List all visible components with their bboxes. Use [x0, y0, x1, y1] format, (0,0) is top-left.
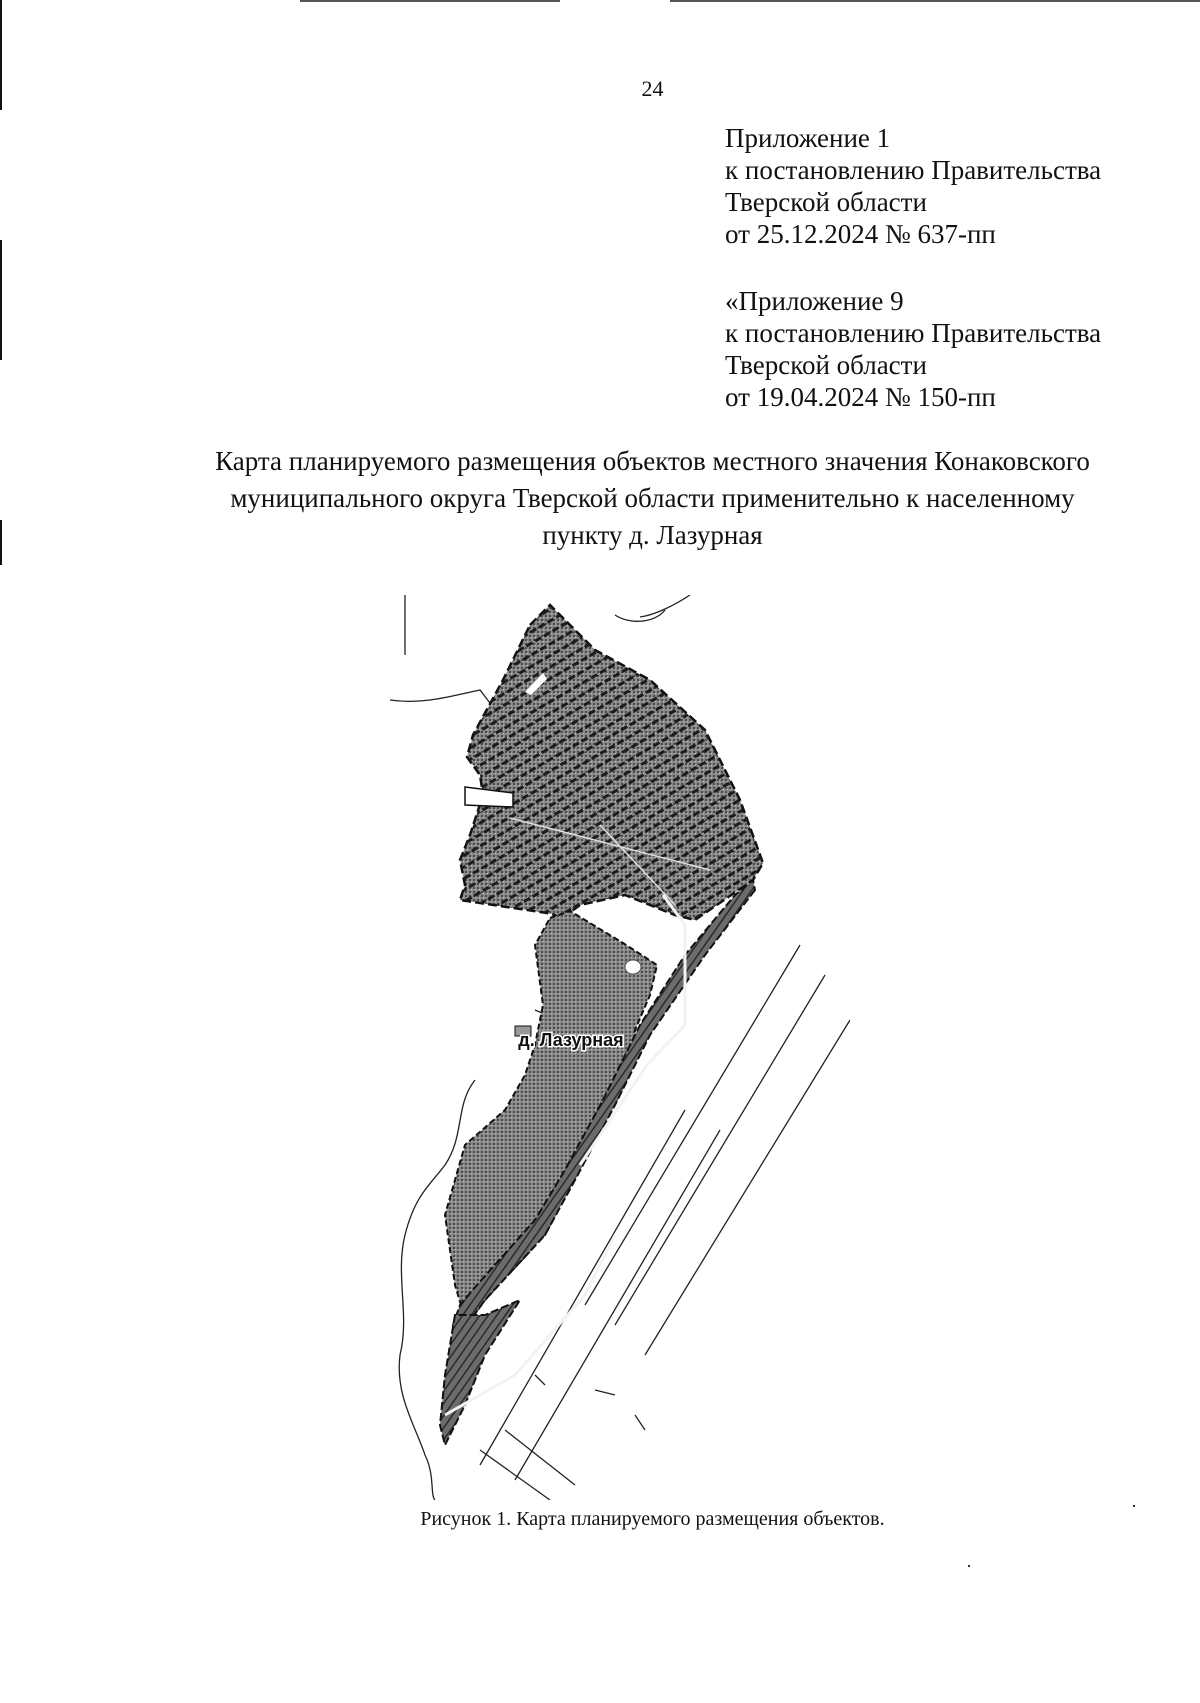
settlement-label: д. Лазурная: [518, 1030, 624, 1050]
scan-speck: [968, 1565, 970, 1567]
appendix-line: к постановлению Правительства: [725, 318, 1102, 348]
appendix-line: Тверской области: [725, 187, 927, 217]
scan-top-rule-left: [300, 0, 560, 2]
scan-top-rule-right: [670, 0, 1200, 2]
appendix-line: к постановлению Правительства: [725, 155, 1102, 185]
title-line: муниципального округа Тверской области применительно к населенному: [230, 483, 1075, 513]
appendix-line: Тверской области: [725, 350, 927, 380]
figure-caption: Рисунок 1. Карта планируемого размещения объектов.: [420, 1508, 885, 1530]
title-line: пункту д. Лазурная: [542, 520, 763, 550]
planning-map: [385, 595, 850, 1500]
settlement-zone: [445, 911, 657, 1325]
appendix-line: от 19.04.2024 № 150-пп: [725, 382, 996, 412]
title-line: Карта планируемого размещения объектов местного значения Конаковского: [215, 446, 1090, 476]
page-number: 24: [641, 76, 664, 101]
appendix-heading-amended: [725, 285, 1101, 413]
scan-edge-mark-lower: [0, 520, 2, 565]
scan-edge-mark-middle: [0, 240, 2, 360]
appendix-heading-current: [725, 122, 1101, 250]
document-title: [120, 443, 1185, 554]
appendix-line: «Приложение 9: [725, 286, 904, 316]
appendix-line: от 25.12.2024 № 637-пп: [725, 219, 996, 249]
appendix-line: Приложение 1: [725, 123, 891, 153]
scan-speck: [1133, 1505, 1135, 1507]
